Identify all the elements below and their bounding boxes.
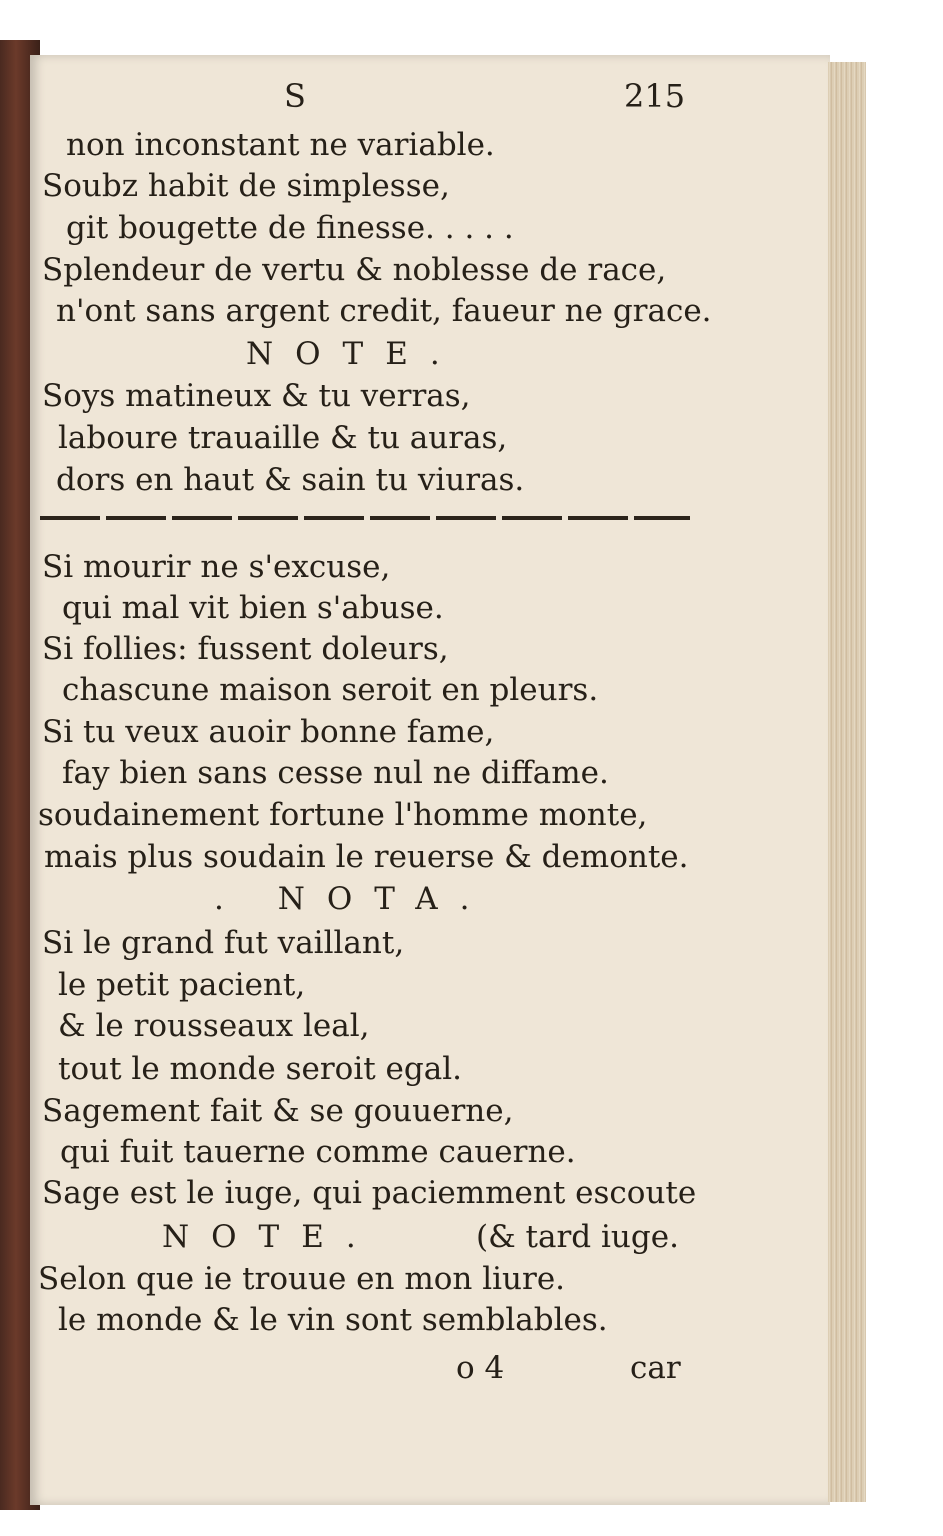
text-line: & le rousseaux leal, (58, 1008, 370, 1044)
text-line: soudainement fortune l'homme monte, (38, 797, 648, 833)
text-line: Si follies: fussent doleurs, (42, 631, 449, 667)
text-line: Soys matineux & tu verras, (42, 378, 471, 414)
text-line-continuation: (& tard iuge. (476, 1219, 679, 1255)
text-line: qui mal vit bien s'abuse. (62, 590, 444, 626)
header-signature: S (284, 77, 306, 115)
text-line: mais plus soudain le reuerse & demonte. (44, 839, 689, 875)
text-line: Splendeur de vertu & noblesse de race, (42, 252, 667, 288)
catchword: car (630, 1350, 681, 1386)
text-line: dors en haut & sain tu viuras. (56, 462, 525, 498)
divider-rule (40, 516, 690, 520)
text-line: Sagement fait & se gouuerne, (42, 1093, 514, 1129)
note-heading: NOTE. (246, 336, 462, 372)
gathering-signature: o 4 (456, 1350, 505, 1386)
text-line: le monde & le vin sont semblables. (58, 1302, 608, 1338)
text-line: Si le grand fut vaillant, (42, 925, 405, 961)
text-line: le petit pacient, (58, 967, 306, 1003)
text-line: laboure trauaille & tu auras, (58, 420, 508, 456)
text-line: fay bien sans cesse nul ne diffame. (62, 755, 609, 791)
page-edges (828, 62, 866, 1502)
text-line: Si mourir ne s'excuse, (42, 549, 391, 585)
text-line: Sage est le iuge, qui paciemment escoute (42, 1175, 697, 1211)
text-line: tout le monde seroit egal. (58, 1051, 462, 1087)
nota-heading: . NOTA. (214, 881, 492, 917)
text-line: non inconstant ne variable. (66, 127, 495, 163)
page-number: 215 (624, 77, 686, 115)
text-line: Selon que ie trouue en mon liure. (38, 1261, 566, 1297)
text-line: n'ont sans argent credit, faueur ne grace. (56, 293, 712, 329)
text-line: Si tu veux auoir bonne fame, (42, 714, 495, 750)
note-heading: NOTE. (162, 1219, 378, 1255)
text-line: git bougette de finesse. . . . . (66, 210, 514, 246)
text-line: chascune maison seroit en pleurs. (62, 672, 599, 708)
text-line: Soubz habit de simplesse, (42, 168, 450, 204)
text-line: qui fuit tauerne comme cauerne. (60, 1134, 576, 1170)
